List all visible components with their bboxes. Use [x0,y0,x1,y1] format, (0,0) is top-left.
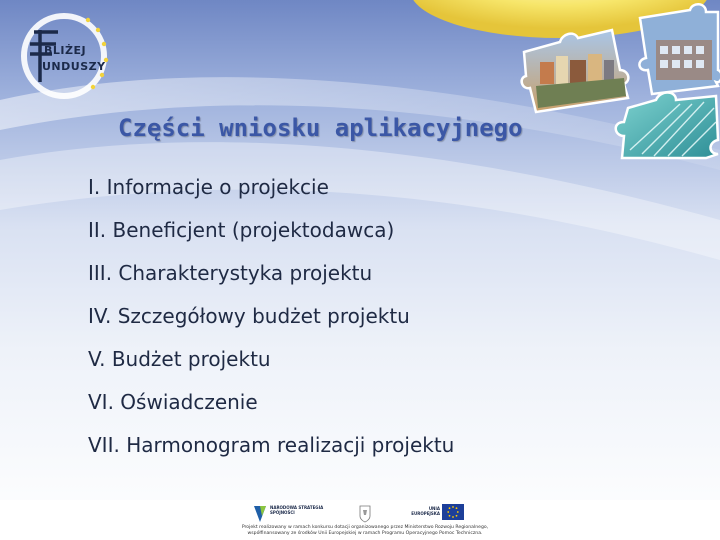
section-list [88,172,454,473]
logo-text: BLIŻEJ [44,44,87,57]
list-item: I. Informacje o projekcie [88,175,329,199]
list-item: VI. Oświadczenie [88,390,258,414]
list-item: V. Budżet projektu [88,347,271,371]
list-item: VII. Harmonogram realizacji projektu [88,433,455,457]
emblem-icon [358,504,372,524]
footer-note-line: współfinansowany ze środków Unii Europejskiej w ramach Programu Operacyjnego Pomoc Techniczna. [247,531,483,536]
list-item: III. Charakterystyka projektu [88,261,373,285]
nss-logo-icon [252,504,268,524]
eu-label: UNIA EUROPEJSKA [411,506,440,516]
list-item: II. Beneficjent (projektodawca) [88,218,395,242]
logo-text: UNDUSZY [42,60,106,73]
puzzle-building-image [639,4,720,94]
list-item: IV. Szczegółowy budżet projektu [88,304,410,328]
nss-label: NARODOWA STRATEGIA SPÓJNOŚCI [270,505,324,515]
slide-title: Części wniosku aplikacyjnego [118,114,523,142]
footer-note [200,525,530,537]
puzzle-town-image [522,30,629,112]
footer-note-line: Projekt realizowany w ramach konkursu dotacji organizowanego przez Ministerstwo Rozwoju Regionalnego, [241,525,489,530]
eu-flag-icon [442,504,464,520]
puzzle-pool-image [616,93,718,159]
